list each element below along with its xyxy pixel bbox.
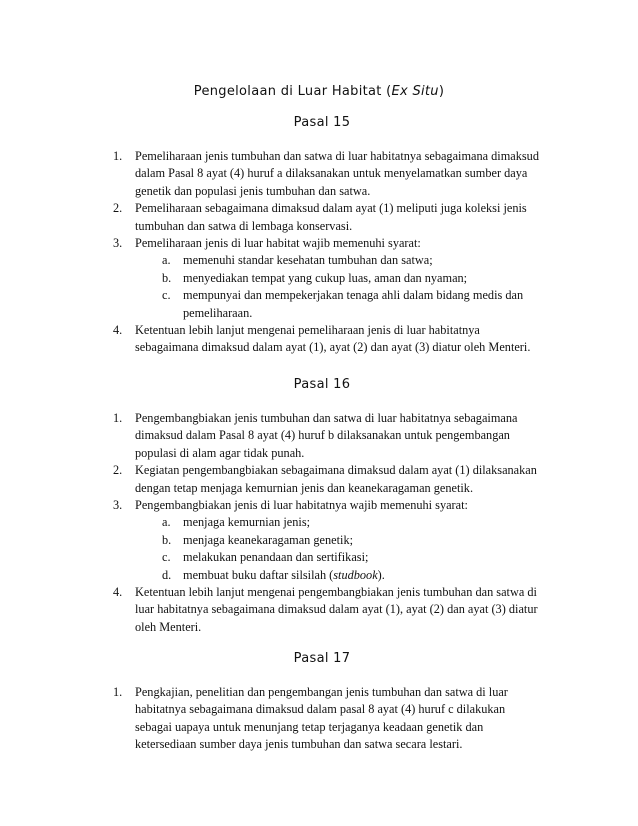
pasal-16-item-3: 3. Pengembangbiakan jenis di luar habitatnya wajib memenuhi syarat: a. menjaga kemurnian jenis; b. menjaga keanekaragaman genetik; c. melakukan penandaan dan sertifikasi; d. membuat buku daftar silsilah (studbook). <box>121 497 541 584</box>
pasal-16-sub-d: d. membuat buku daftar silsilah (studbook). <box>162 567 385 582</box>
pasal-17-item-1-text: Pengkajian, penelitian dan pengembangan jenis tumbuhan dan satwa di luar habitatnya sebagaimana dimaksud dalam pasal 8 ayat (4) huruf c dilakukan sebagai uapaya untuk menunjang tetap terjaganya keadaan genetik dan ketersediaan sumber daya jenis tumbuhan dan satwa secara lestari. <box>135 685 508 752</box>
pasal-15-item-2: 2. Pemeliharaan sebagaimana dimaksud dalam ayat (1) meliputi juga koleksi jenis tumbuhan dan satwa di lembaga konservasi. <box>121 200 541 235</box>
pasal-16-item-1: 1. Pengembangbiakan jenis tumbuhan dan satwa di luar habitatnya sebagaimana dimaksud dalam Pasal 8 ayat (4) huruf b dilaksanakan untuk pengembangan populasi di alam agar tidak punah. <box>121 410 541 462</box>
pasal-16-item-4: 4. Ketentuan lebih lanjut mengenai pengembangbiakan jenis tumbuhan dan satwa di luar habitatnya sebagaimana dimaksud dalam ayat (1), ayat (2) dan ayat (3) diatur oleh Menteri. <box>121 584 541 636</box>
pasal-15-item-3: 3. Pemeliharaan jenis di luar habitat wajib memenuhi syarat: a. memenuhi standar kesehatan tumbuhan dan satwa; b. menyediakan tempat yang cukup luas, aman dan nyaman; c. mempunyai dan mempekerjakan tenaga ahli dalam bidang medis dan pemeliharaan. <box>121 235 541 322</box>
pasal-15-item-3-text: Pemeliharaan jenis di luar habitat wajib memenuhi syarat: <box>135 236 421 251</box>
pasal-17-item-1: 1. Pengkajian, penelitian dan pengembangan jenis tumbuhan dan satwa di luar habitatnya sebagaimana dimaksud dalam pasal 8 ayat (4) huruf c dilakukan sebagai uapaya untuk menunjang tetap terjaganya keadaan genetik dan ketersediaan sumber daya jenis tumbuhan dan satwa secara lestari. <box>121 684 541 754</box>
pasal-17-heading: Pasal 17 <box>293 651 351 666</box>
pasal-16-item-3-sublist <box>128 514 541 584</box>
document-title-prefix: Pengelolaan di Luar Habitat ( <box>193 84 392 99</box>
document-title-suffix: ) <box>438 84 445 99</box>
document-title <box>0 84 638 99</box>
pasal-16-sub-b: b. menjaga keanekaragaman genetik; <box>162 532 354 547</box>
pasal-15-sub-c: c. mempunyai dan mempekerjakan tenaga ahli dalam bidang medis dan pemeliharaan. <box>162 288 524 320</box>
pasal-15-item-2-text: Pemeliharaan sebagaimana dimaksud dalam ayat (1) meliputi juga koleksi jenis tumbuhan dan satwa di lembaga konservasi. <box>135 201 527 233</box>
pasal-15-sub-a: a. memenuhi standar kesehatan tumbuhan dan satwa; <box>162 253 433 268</box>
pasal-16-list <box>113 410 541 636</box>
pasal-15-list <box>113 148 541 357</box>
pasal-15-sub-b: b. menyediakan tempat yang cukup luas, aman dan nyaman; <box>162 270 468 285</box>
pasal-15-heading: Pasal 15 <box>293 115 351 130</box>
pasal-15-item-3-sublist <box>128 252 541 322</box>
pasal-16-sub-a: a. menjaga kemurnian jenis; <box>162 515 311 530</box>
pasal-15-item-4-text: Ketentuan lebih lanjut mengenai pemeliharaan jenis di luar habitatnya sebagaimana dimaksud dalam ayat (1), ayat (2) dan ayat (3) diatur oleh Menteri. <box>135 323 531 355</box>
pasal-16-heading: Pasal 16 <box>293 377 351 392</box>
pasal-16-item-1-text: Pengembangbiakan jenis tumbuhan dan satwa di luar habitatnya sebagaimana dimaksud dalam Pasal 8 ayat (4) huruf b dilaksanakan untuk pengembangan populasi di alam agar tidak punah. <box>135 411 518 460</box>
pasal-16-item-2-text: Kegiatan pengembangbiakan sebagaimana dimaksud dalam ayat (1) dilaksanakan dengan tetap menjaga kemurnian jenis dan keanekaragaman genetik. <box>135 463 537 495</box>
pasal-15-item-1-text: Pemeliharaan jenis tumbuhan dan satwa di luar habitatnya sebagaimana dimaksud dalam Pasal 8 ayat (4) huruf a dilaksanakan untuk menyelamatkan sumber daya genetik dan populasi jenis tumbuhan dan satwa. <box>135 149 539 198</box>
pasal-16-sub-c: c. melakukan penandaan dan sertifikasi; <box>162 550 369 565</box>
pasal-17-list <box>113 684 541 754</box>
pasal-15-item-1: 1. Pemeliharaan jenis tumbuhan dan satwa di luar habitatnya sebagaimana dimaksud dalam Pasal 8 ayat (4) huruf a dilaksanakan untuk menyelamatkan sumber daya genetik dan populasi jenis tumbuhan dan satwa. <box>121 148 541 200</box>
pasal-16-item-2: 2. Kegiatan pengembangbiakan sebagaimana dimaksud dalam ayat (1) dilaksanakan dengan tetap menjaga kemurnian jenis dan keanekaragaman genetik. <box>121 462 541 497</box>
document-title-italic: Ex Situ <box>391 84 439 99</box>
pasal-16-item-4-text: Ketentuan lebih lanjut mengenai pengembangbiakan jenis tumbuhan dan satwa di luar habitatnya sebagaimana dimaksud dalam ayat (1), ayat (2) dan ayat (3) diatur oleh Menteri. <box>135 585 538 634</box>
pasal-16-item-3-text: Pengembangbiakan jenis di luar habitatnya wajib memenuhi syarat: <box>135 498 468 513</box>
pasal-15-item-4: 4. Ketentuan lebih lanjut mengenai pemeliharaan jenis di luar habitatnya sebagaimana dimaksud dalam ayat (1), ayat (2) dan ayat (3) diatur oleh Menteri. <box>121 322 541 357</box>
